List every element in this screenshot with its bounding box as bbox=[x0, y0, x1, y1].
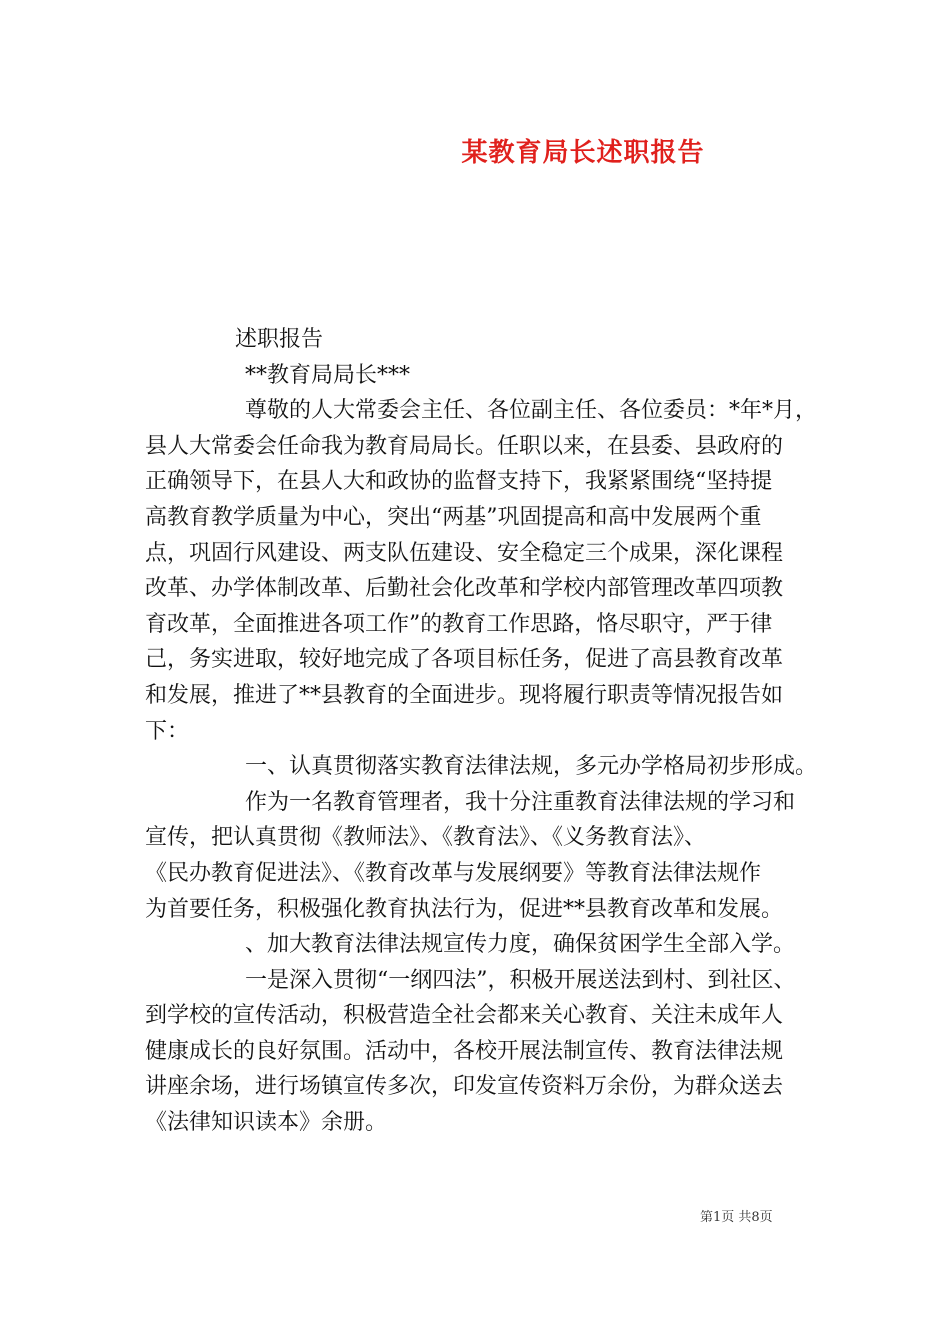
paragraph-line: 健康成长的良好氛围。活动中，各校开展法制宣传、教育法律法规 bbox=[145, 1038, 784, 1064]
section-heading: 一、认真贯彻落实教育法律法规，多元办学格局初步形成。 bbox=[245, 754, 818, 780]
paragraph-line: 《法律知识读本》余册。 bbox=[145, 1110, 388, 1136]
subsection-heading: 、加大教育法律法规宣传力度，确保贫困学生全部入学。 bbox=[245, 932, 796, 958]
paragraph-line: 宣传，把认真贯彻《教师法》、《教育法》、《义务教育法》、 bbox=[145, 825, 707, 851]
paragraph-line: 作为一名教育管理者，我十分注重教育法律法规的学习和 bbox=[245, 789, 796, 815]
paragraph-line: 己，务实进取，较好地完成了各项目标任务，促进了高县教育改革 bbox=[145, 647, 784, 673]
report-author: **教育局局长*** bbox=[245, 362, 411, 388]
paragraph-line: 一是深入贯彻“一纲四法”，积极开展送法到村、到社区、 bbox=[245, 967, 796, 993]
paragraph-line: 和发展，推进了**县教育的全面进步。现将履行职责等情况报告如 bbox=[145, 682, 784, 708]
paragraph-line: 《民办教育促进法》、《教育改革与发展纲要》等教育法律法规作 bbox=[145, 860, 762, 886]
paragraph-line: 讲座余场，进行场镇宣传多次，印发宣传资料万余份，为群众送去 bbox=[145, 1074, 784, 1100]
paragraph-line: 尊敬的人大常委会主任、各位副主任、各位委员：*年*月， bbox=[245, 398, 818, 424]
paragraph-line: 为首要任务，积极强化教育执法行为，促进**县教育改革和发展。 bbox=[145, 896, 784, 922]
document-body bbox=[145, 322, 818, 1141]
page-footer: 第1页 共8页 bbox=[700, 1210, 773, 1225]
paragraph-line: 正确领导下，在县人大和政协的监督支持下，我紧紧围绕“坚持提 bbox=[145, 469, 773, 495]
paragraph-line: 改革、办学体制改革、后勤社会化改革和学校内部管理改革四项教 bbox=[145, 576, 784, 602]
paragraph-line: 到学校的宣传活动，积极营造全社会都来关心教育、关注未成年人 bbox=[145, 1003, 784, 1029]
paragraph-line: 点，巩固行风建设、两支队伍建设、安全稳定三个成果，深化课程 bbox=[145, 540, 784, 566]
paragraph-line: 育改革，全面推进各项工作”的教育工作思路，恪尽职守，严于律 bbox=[145, 611, 773, 637]
page-title: 某教育局长述职报告 bbox=[461, 138, 705, 168]
report-subtitle: 述职报告 bbox=[235, 327, 324, 352]
paragraph-line: 下： bbox=[145, 718, 190, 744]
paragraph-line: 县人大常委会任命我为教育局局长。任职以来，在县委、县政府的 bbox=[145, 433, 784, 459]
paragraph-line: 高教育教学质量为中心，突出“两基”巩固提高和高中发展两个重 bbox=[145, 504, 762, 530]
